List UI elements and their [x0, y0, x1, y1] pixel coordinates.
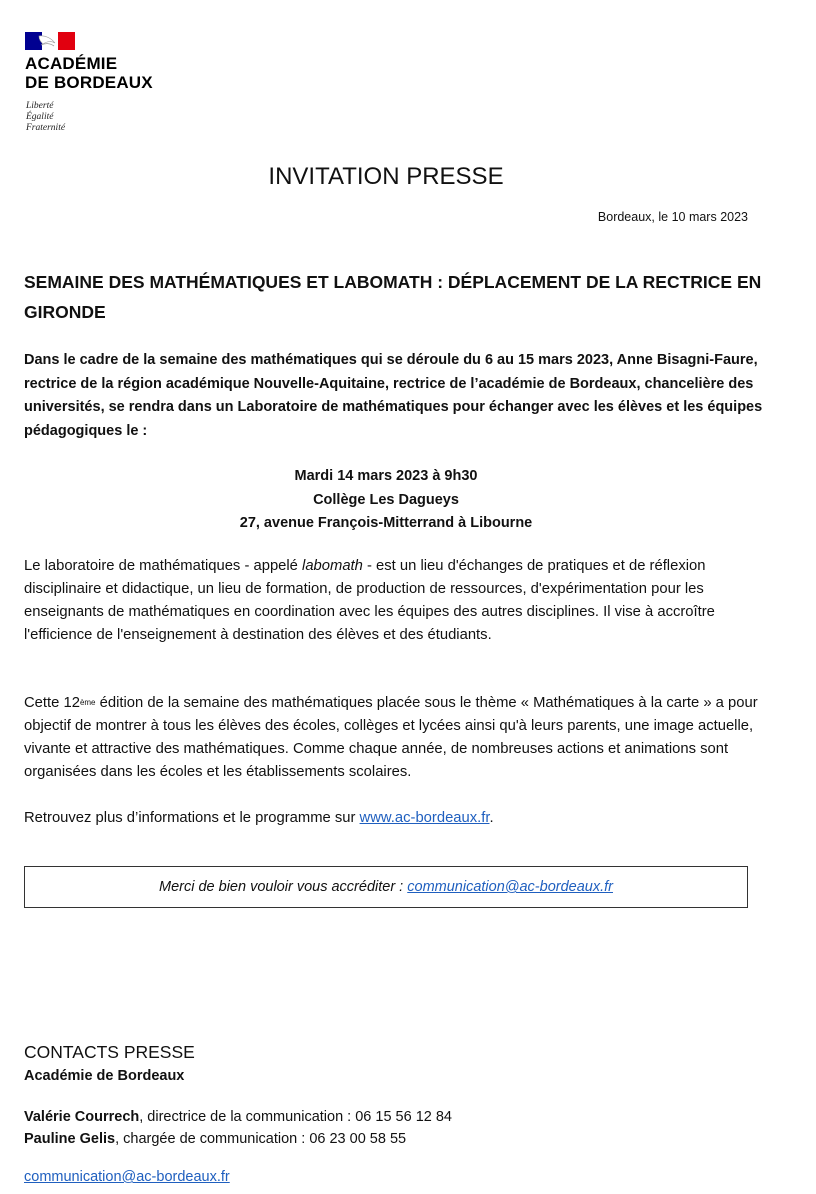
academy-name [25, 54, 153, 92]
contact-name: Pauline Gelis [24, 1131, 116, 1147]
more-info-paragraph [24, 807, 764, 830]
event-details [0, 465, 772, 536]
event-address: 27, avenue François-Mitterrand à Libourne [239, 515, 533, 531]
headline: SEMAINE DES MATHÉMATIQUES ET LABOMATH : DÉPLACEMENT DE LA RECTRICE EN GIRONDE [24, 272, 762, 322]
contacts-title: CONTACTS PRESSE [24, 1042, 195, 1062]
event-venue: Collège Les Dagueys [313, 491, 459, 508]
document-date: Bordeaux, le 10 mars 2023 [597, 210, 748, 224]
marianne-logo-icon [25, 32, 75, 50]
edition-text-rest: édition de la semaine des mathématiques placée sous le thème « Mathématiques à la carte » a pour objectif de montrer à tous les élèves des écoles, collèges et lycées ainsi qu'à leurs parents, une image actuelle, vivante et attractive des mathématiques. Comme chaque année, de nombreuses actions et animations sont organisées dans les écoles et les établissements scolaires. [24, 695, 758, 780]
contact-role: , chargée de communication : 06 23 00 58 55 [115, 1131, 407, 1147]
page-title: INVITATION PRESSE [268, 163, 504, 190]
motto-liberte: Liberté [26, 101, 54, 111]
more-info-text: Retrouvez plus d’informations et le programme sur [24, 810, 360, 826]
academy-name-line1: ACADÉMIE [25, 54, 118, 73]
accreditation-email-link[interactable]: communication@ac-bordeaux.fr [407, 879, 613, 895]
motto-fraternite: Fraternité [26, 123, 66, 133]
contacts-org: Académie de Bordeaux [24, 1068, 185, 1084]
contact-person [24, 1131, 406, 1147]
labomath-text-start: Le laboratoire de mathématiques - appelé [24, 558, 303, 574]
contacts-email-link[interactable]: communication@ac-bordeaux.fr [24, 1169, 230, 1185]
accreditation-label: Merci de bien vouloir vous accréditer : [159, 879, 408, 895]
labomath-text-end: - est un lieu d'échanges de pratiques et de réflexion disciplinaire et didactique, un lieu de formation, de production de ressources, d'expérimentation pour les enseignants de mathématiques en coordination avec les équipes des autres disciplines. Il vise à accroître l'efficience de l'enseignement à destination des élèves et des étudiants. [24, 558, 715, 643]
labomath-paragraph [24, 555, 764, 647]
contact-name: Valérie Courrech [24, 1109, 140, 1125]
lead-paragraph: Dans le cadre de la semaine des mathématiques qui se déroule du 6 au 15 mars 2023, Anne Bisagni-Faure, rectrice de la région académique Nouvelle-Aquitaine, rectrice de l’académie de Bordeaux, chancelière des universités, se rendra dans un Laboratoire de mathématiques pour échanger avec les élèves et les équipes pédagogiques le : [24, 352, 763, 439]
more-info-end: . [489, 810, 494, 826]
contact-person [24, 1109, 452, 1125]
accreditation-box [24, 866, 748, 908]
motto-egalite: Égalité [26, 112, 54, 122]
website-link[interactable]: www.ac-bordeaux.fr [359, 810, 490, 826]
contacts-email [24, 1169, 230, 1185]
edition-ordinal-suffix: ème [79, 698, 96, 707]
academy-name-line2: DE BORDEAUX [25, 73, 153, 92]
edition-paragraph [24, 692, 764, 784]
accreditation-text [25, 867, 747, 907]
republic-motto [26, 101, 65, 134]
event-datetime: Mardi 14 mars 2023 à 9h30 [294, 468, 478, 484]
labomath-term: labomath [302, 558, 363, 574]
edition-text-start: Cette 12 [24, 695, 80, 711]
contact-role: , directrice de la communication : 06 15 56 12 84 [139, 1109, 452, 1125]
